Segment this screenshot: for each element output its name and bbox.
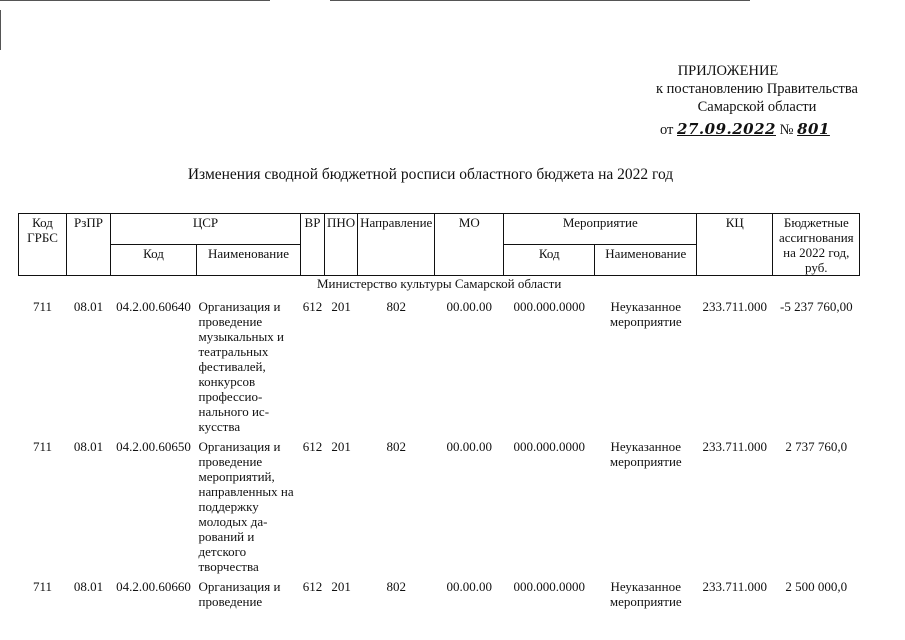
header-budget: Бюджетные ассигнования на 2022 год, руб. [773, 214, 860, 276]
ministry-row: Министерство культуры Самарской области [316, 276, 562, 291]
cell-csr-name: Организация и проведение музыкальных и театральных фестивалей, конкурсов профессио-нального ис-кусства [198, 299, 284, 434]
annex-date: 27.09.2022 [677, 120, 776, 138]
header-napr: Направление [358, 214, 435, 276]
cell-rzpr: 08.01 [73, 439, 104, 454]
cell-napr: 802 [386, 299, 406, 314]
annex-region-line: Самарской области [697, 99, 817, 115]
cell-pno: 201 [331, 299, 351, 314]
cell-pno: 201 [331, 439, 351, 454]
header-csr-name: Наименование [197, 245, 301, 276]
header-event-name: Наименование [595, 245, 697, 276]
cell-vr: 612 [302, 299, 323, 314]
cell-budget: 2 737 760,0 [785, 439, 848, 454]
cell-grbs: 711 [32, 439, 53, 454]
header-csr: ЦСР [111, 214, 301, 245]
cell-budget: 2 500 000,0 [785, 579, 848, 594]
annex-number-label: № [779, 122, 794, 138]
cell-vr: 612 [302, 439, 323, 454]
annex-from-label: от [660, 122, 674, 138]
cell-event-name: Неуказанное мероприятие [609, 579, 682, 609]
annex-resolution-line: к постановлению Правительства [656, 81, 858, 97]
annex-block [656, 62, 858, 138]
cell-rzpr: 08.01 [73, 299, 104, 314]
cell-event-code: 000.000.0000 [513, 439, 586, 454]
cell-csr-name: Организация и проведение [198, 579, 281, 609]
header-grbs: Код ГРБС [19, 214, 67, 276]
header-mo: МО [435, 214, 504, 276]
header-csr-code: Код [111, 245, 197, 276]
cell-kc: 233.711.000 [702, 579, 768, 594]
cell-event-name: Неуказанное мероприятие [609, 439, 682, 469]
table-row [19, 434, 860, 574]
cell-event-name: Неуказанное мероприятие [609, 299, 682, 329]
cell-kc: 233.711.000 [702, 299, 768, 314]
header-kc: КЦ [697, 214, 773, 276]
table-row [19, 574, 860, 609]
cell-csr-code: 04.2.00.60660 [116, 579, 191, 594]
cell-mo: 00.00.00 [446, 299, 493, 314]
cell-grbs: 711 [32, 299, 53, 314]
scan-artifact-line [0, 0, 270, 1]
cell-csr-name: Организация и проведение мероприятий, направленных на поддержку молодых да-рований и детского творчества [198, 439, 294, 574]
cell-rzpr: 08.01 [73, 579, 104, 594]
scan-artifact-line [0, 10, 1, 50]
cell-mo: 00.00.00 [446, 439, 493, 454]
cell-event-code: 000.000.0000 [513, 579, 586, 594]
cell-csr-code: 04.2.00.60650 [116, 439, 191, 454]
annex-title: ПРИЛОЖЕНИЕ [677, 63, 779, 79]
cell-csr-code: 04.2.00.60640 [116, 299, 191, 314]
header-event-code: Код [504, 245, 595, 276]
cell-vr: 612 [302, 579, 323, 594]
scan-artifact-line [330, 0, 750, 1]
header-vr: ВР [301, 214, 325, 276]
annex-date-line [660, 120, 858, 139]
cell-napr: 802 [386, 439, 406, 454]
cell-pno: 201 [331, 579, 351, 594]
header-event: Мероприятие [504, 214, 697, 245]
header-pno: ПНО [325, 214, 358, 276]
cell-mo: 00.00.00 [446, 579, 493, 594]
cell-event-code: 000.000.0000 [513, 299, 586, 314]
budget-table [18, 213, 860, 609]
document-title-text: Изменения сводной бюджетной росписи областного бюджета на 2022 год [187, 166, 674, 183]
cell-budget: -5 237 760,00 [780, 299, 853, 314]
cell-grbs: 711 [32, 579, 53, 594]
cell-kc: 233.711.000 [702, 439, 768, 454]
document-title [0, 166, 905, 184]
annex-number: 801 [797, 120, 830, 138]
header-rzpr: РзПР [67, 214, 111, 276]
cell-napr: 802 [386, 579, 406, 594]
table-row [19, 291, 860, 434]
